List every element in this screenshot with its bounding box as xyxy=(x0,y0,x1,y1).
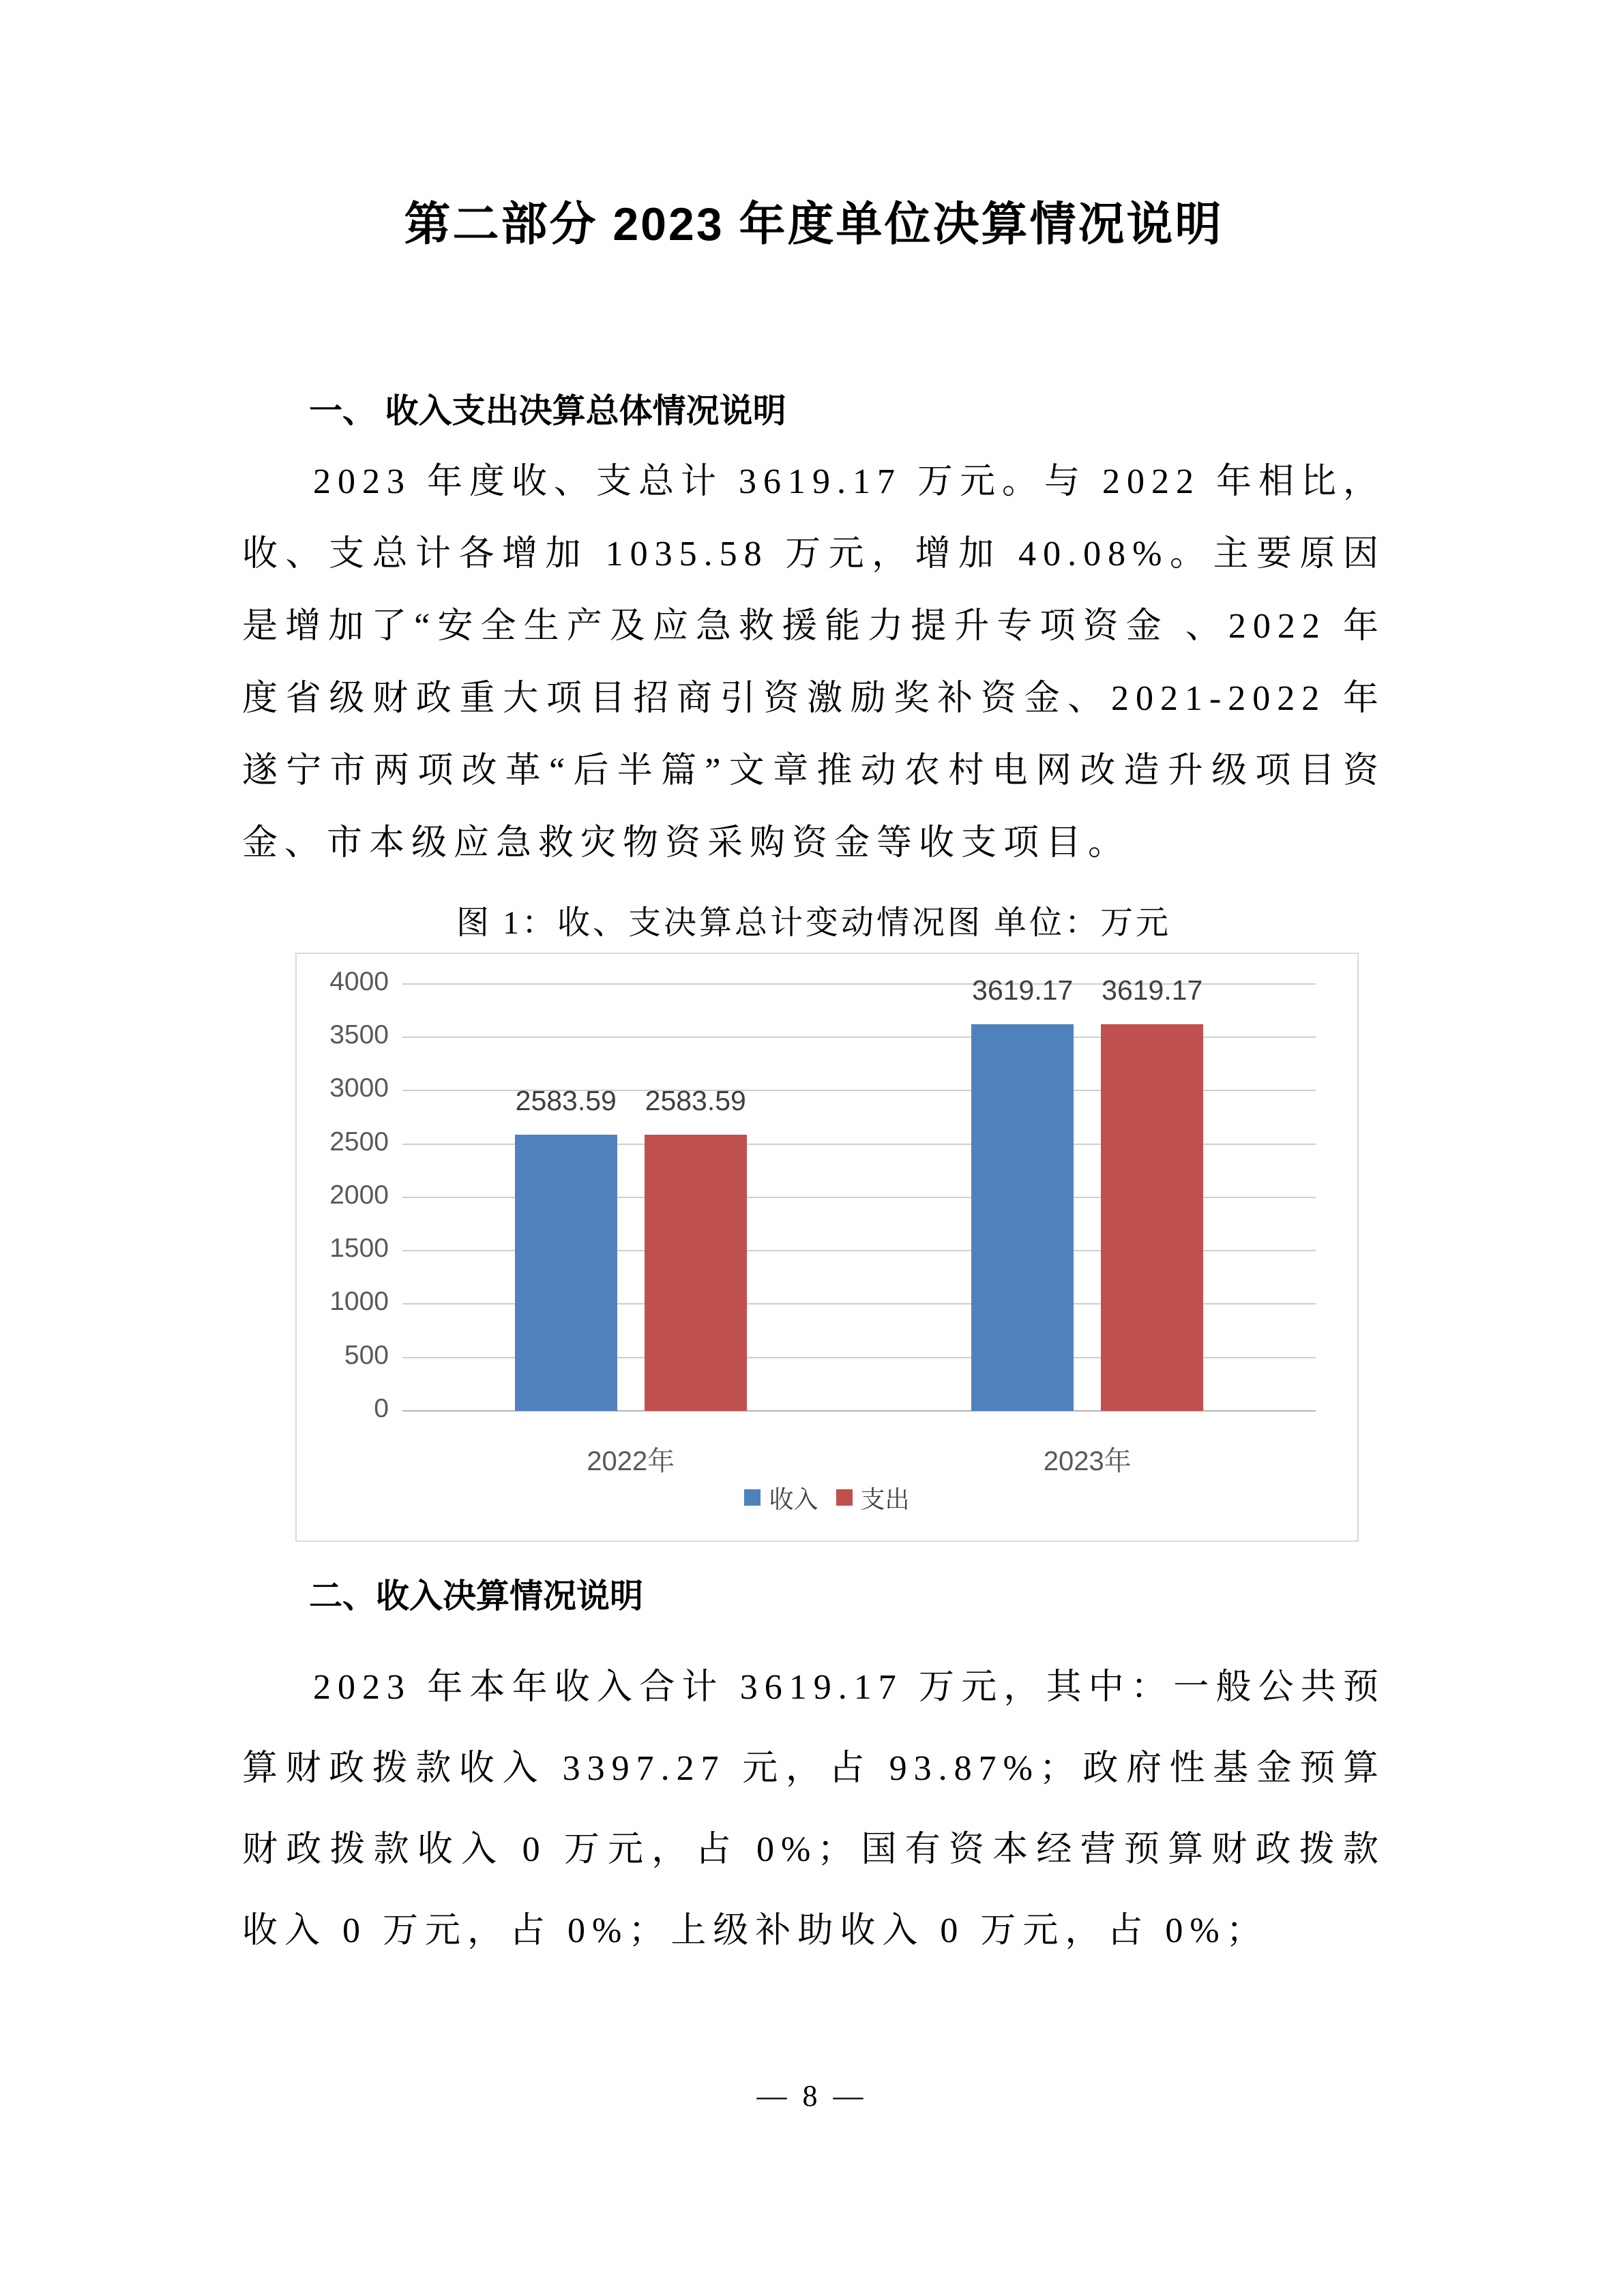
section-2-paragraph: 2023 年本年收入合计 3619.17 万元，其中：一般公共预算财政拨款收入 3397.27 元，占 93.87%；政府性基金预算财政拨款收入 0 万元，占 0%；国有资本经营预算财政拨款收入 0 万元，占 0%；上级补助收入 0 万元，占 0%； xyxy=(242,1668,1385,1951)
legend-label-支出: 支出 xyxy=(860,1485,910,1513)
section-1-heading: 一、 收入支出决算总体情况说明 xyxy=(309,393,786,430)
legend-swatch-支出 xyxy=(836,1489,853,1506)
page-title: 第二部分 2023 年度单位决算情况说明 xyxy=(404,198,1224,250)
section-2-heading: 二、收入决算情况说明 xyxy=(309,1577,644,1615)
y-tick-label-0: 0 xyxy=(374,1393,389,1423)
y-tick-label-500: 500 xyxy=(344,1340,389,1370)
x-tick-label-2022年: 2022年 xyxy=(587,1446,675,1476)
legend-item-收入 xyxy=(744,1480,818,1515)
bar-支出-2023年 xyxy=(1101,1024,1203,1410)
y-tick-label-4000: 4000 xyxy=(329,966,389,996)
chart-plot-area xyxy=(402,974,1316,1411)
bar-收入-2023年 xyxy=(971,1024,1074,1410)
legend-item-支出 xyxy=(836,1480,910,1515)
data-label-支出-2022年: 2583.59 xyxy=(645,1085,746,1117)
figure-1-caption: 图 1：收、支决算总计变动情况图 单位：万元 xyxy=(456,904,1171,941)
legend-swatch-收入 xyxy=(744,1489,761,1506)
page-number: — 8 — xyxy=(756,2079,868,2113)
data-label-收入-2023年: 3619.17 xyxy=(972,974,1074,1007)
section-income xyxy=(242,1573,1385,1972)
figure-1-bar-chart xyxy=(295,953,1359,1542)
data-label-收入-2022年: 2583.59 xyxy=(515,1085,617,1117)
legend-label-收入: 收入 xyxy=(769,1485,818,1513)
y-tick-label-1500: 1500 xyxy=(329,1234,389,1264)
section-overview xyxy=(242,388,1385,880)
bar-收入-2022年 xyxy=(515,1135,617,1410)
y-tick-label-2500: 2500 xyxy=(329,1127,389,1157)
bar-支出-2022年 xyxy=(645,1135,747,1410)
y-tick-label-2000: 2000 xyxy=(329,1180,389,1210)
y-tick-label-1000: 1000 xyxy=(329,1287,389,1317)
x-tick-label-2023年: 2023年 xyxy=(1043,1446,1132,1476)
y-tick-label-3000: 3000 xyxy=(329,1073,389,1103)
data-label-支出-2023年: 3619.17 xyxy=(1102,974,1203,1007)
chart-legend xyxy=(297,1480,1357,1515)
y-tick-label-3500: 3500 xyxy=(329,1020,389,1050)
section-1-paragraph: 2023 年度收、支总计 3619.17 万元。与 2022 年相比，收、支总计各增加 1035.58 万元，增加 40.08%。主要原因是增加了“安全生产及应急救援能力提升专项资金 、2022 年度省级财政重大项目招商引资激励奖补资金、2021-2022 年遂宁市两项改革“后半篇”文章推动农村电网改造升级项目资金、市本级应急救灾物资采购资金等收支项目。 xyxy=(242,462,1386,863)
